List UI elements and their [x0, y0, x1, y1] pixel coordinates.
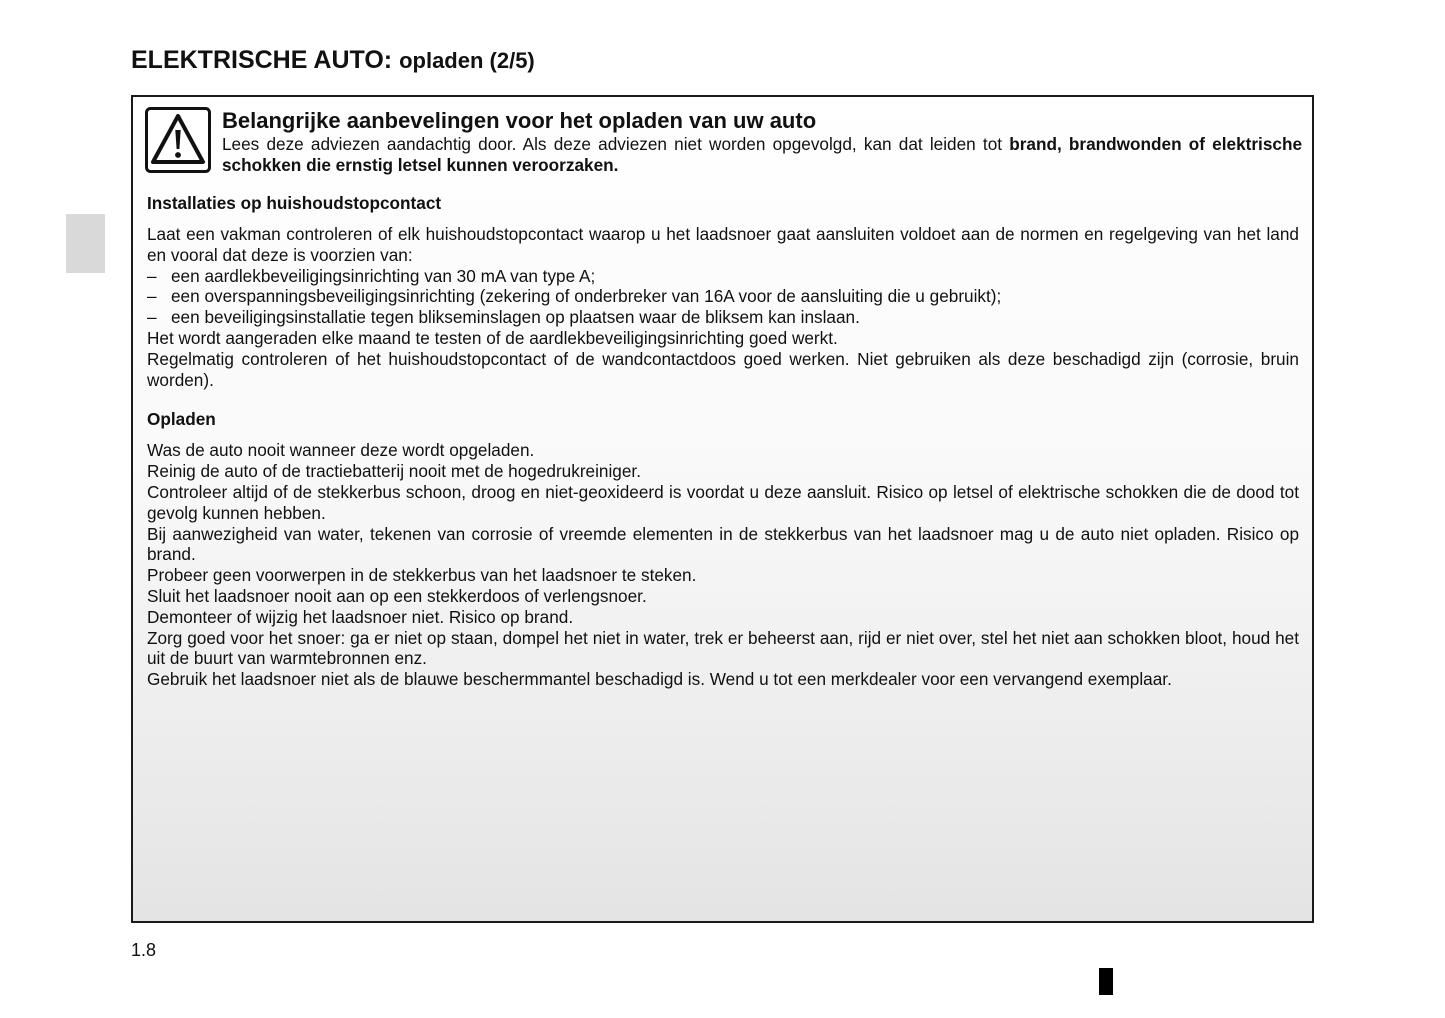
charging-paragraph: Zorg goed voor het snoer: ga er niet op staan, dompel het niet in water, trek er beheerst aan, rijd er niet over, stel het niet aan schokken bloot, houd het uit de buurt van warmtebronnen enz. — [147, 627, 1299, 669]
charging-paragraph: Demonteer of wijzig het laadsnoer niet. Risico op brand. — [147, 606, 574, 627]
list-item-text: een aardlekbeveiligingsinrichting van 30 mA van type A; — [171, 265, 596, 286]
list-item — [147, 286, 1299, 307]
page-number: 1.8 — [131, 940, 157, 960]
charging-paragraph: Probeer geen voorwerpen in de stekkerbus van het laadsnoer te steken. — [147, 565, 697, 586]
page-title-main: ELEKTRISCHE AUTO: — [131, 46, 393, 74]
page-title — [131, 44, 535, 77]
charging-paragraph: Bij aanwezigheid van water, tekenen van corrosie of vreemde elementen in de stekkerbus van het laadsnoer mag u de auto niet opladen. Risico op brand. — [147, 523, 1299, 565]
warning-box-content — [147, 193, 1299, 690]
section-heading-installations: Installaties op huishoudstopcontact — [147, 193, 442, 213]
warning-intro-emphasis: brand, brandwonden of elektrische schokken die ernstig letsel kunnen veroorzaken. — [222, 134, 1302, 175]
charging-paragraph: Controleer altijd of de stekkerbus schoon, droog en niet-geoxideerd is voordat u deze aansluit. Risico op letsel of elektrische schokken die de dood tot gevolg kunnen hebben. — [147, 481, 1299, 523]
bullet-dash: – — [147, 286, 157, 307]
installations-paragraph: Het wordt aangeraden elke maand te testen of de aardlekbeveiligingsinrichting goed werkt. — [147, 327, 838, 348]
charging-paragraph: Was de auto nooit wanneer deze wordt opgeladen. — [147, 440, 535, 461]
warning-title: Belangrijke aanbevelingen voor het opladen van uw auto — [222, 108, 817, 133]
installations-intro: Laat een vakman controleren of elk huishoudstopcontact waarop u het laadsnoer gaat aansluiten voldoet aan de normen en regelgeving van het land en vooral dat deze is voorzien van: — [147, 224, 1299, 265]
list-item-text: een beveiligingsinstallatie tegen blikseminslagen op plaatsen waar de bliksem kan inslaan. — [171, 307, 860, 328]
page-corner-mark — [1099, 968, 1113, 995]
bullet-dash: – — [147, 265, 157, 286]
section-body-installations — [147, 224, 1299, 390]
charging-paragraph: Sluit het laadsnoer nooit aan op een stekkerdoos of verlengsnoer. — [147, 585, 647, 606]
page-title-sub: opladen (2/5) — [399, 48, 535, 73]
warning-intro — [222, 134, 1302, 176]
charging-paragraph: Reinig de auto of de tractiebatterij nooit met de hogedrukreiniger. — [147, 461, 641, 482]
charging-paragraph: Gebruik het laadsnoer niet als de blauwe beschermmantel beschadigd is. Wend u tot een merkdealer voor een vervangend exemplaar. — [147, 669, 1172, 690]
warning-triangle-icon — [145, 107, 211, 173]
list-item-text: een overspanningsbeveiligingsinrichting (zekering of onderbreker van 16A voor de aansluiting die u gebruikt); — [171, 286, 1002, 307]
warning-header — [222, 108, 1302, 176]
bullet-dash: – — [147, 307, 157, 328]
list-item — [147, 266, 1299, 287]
section-body-charging — [147, 440, 1299, 690]
warning-box — [131, 95, 1314, 923]
installations-bullet-list — [147, 266, 1299, 328]
list-item — [147, 307, 1299, 328]
section-heading-charging: Opladen — [147, 409, 216, 430]
chapter-tab-marker — [66, 214, 105, 273]
warning-intro-text: Lees deze adviezen aandachtig door. Als deze adviezen niet worden opgevolgd, kan dat leiden tot — [222, 134, 1010, 154]
installations-paragraph: Regelmatig controleren of het huishoudstopcontact of de wandcontactdoos goed werken. Niet gebruiken als deze beschadigd zijn (corrosie, bruin worden). — [147, 348, 1299, 390]
